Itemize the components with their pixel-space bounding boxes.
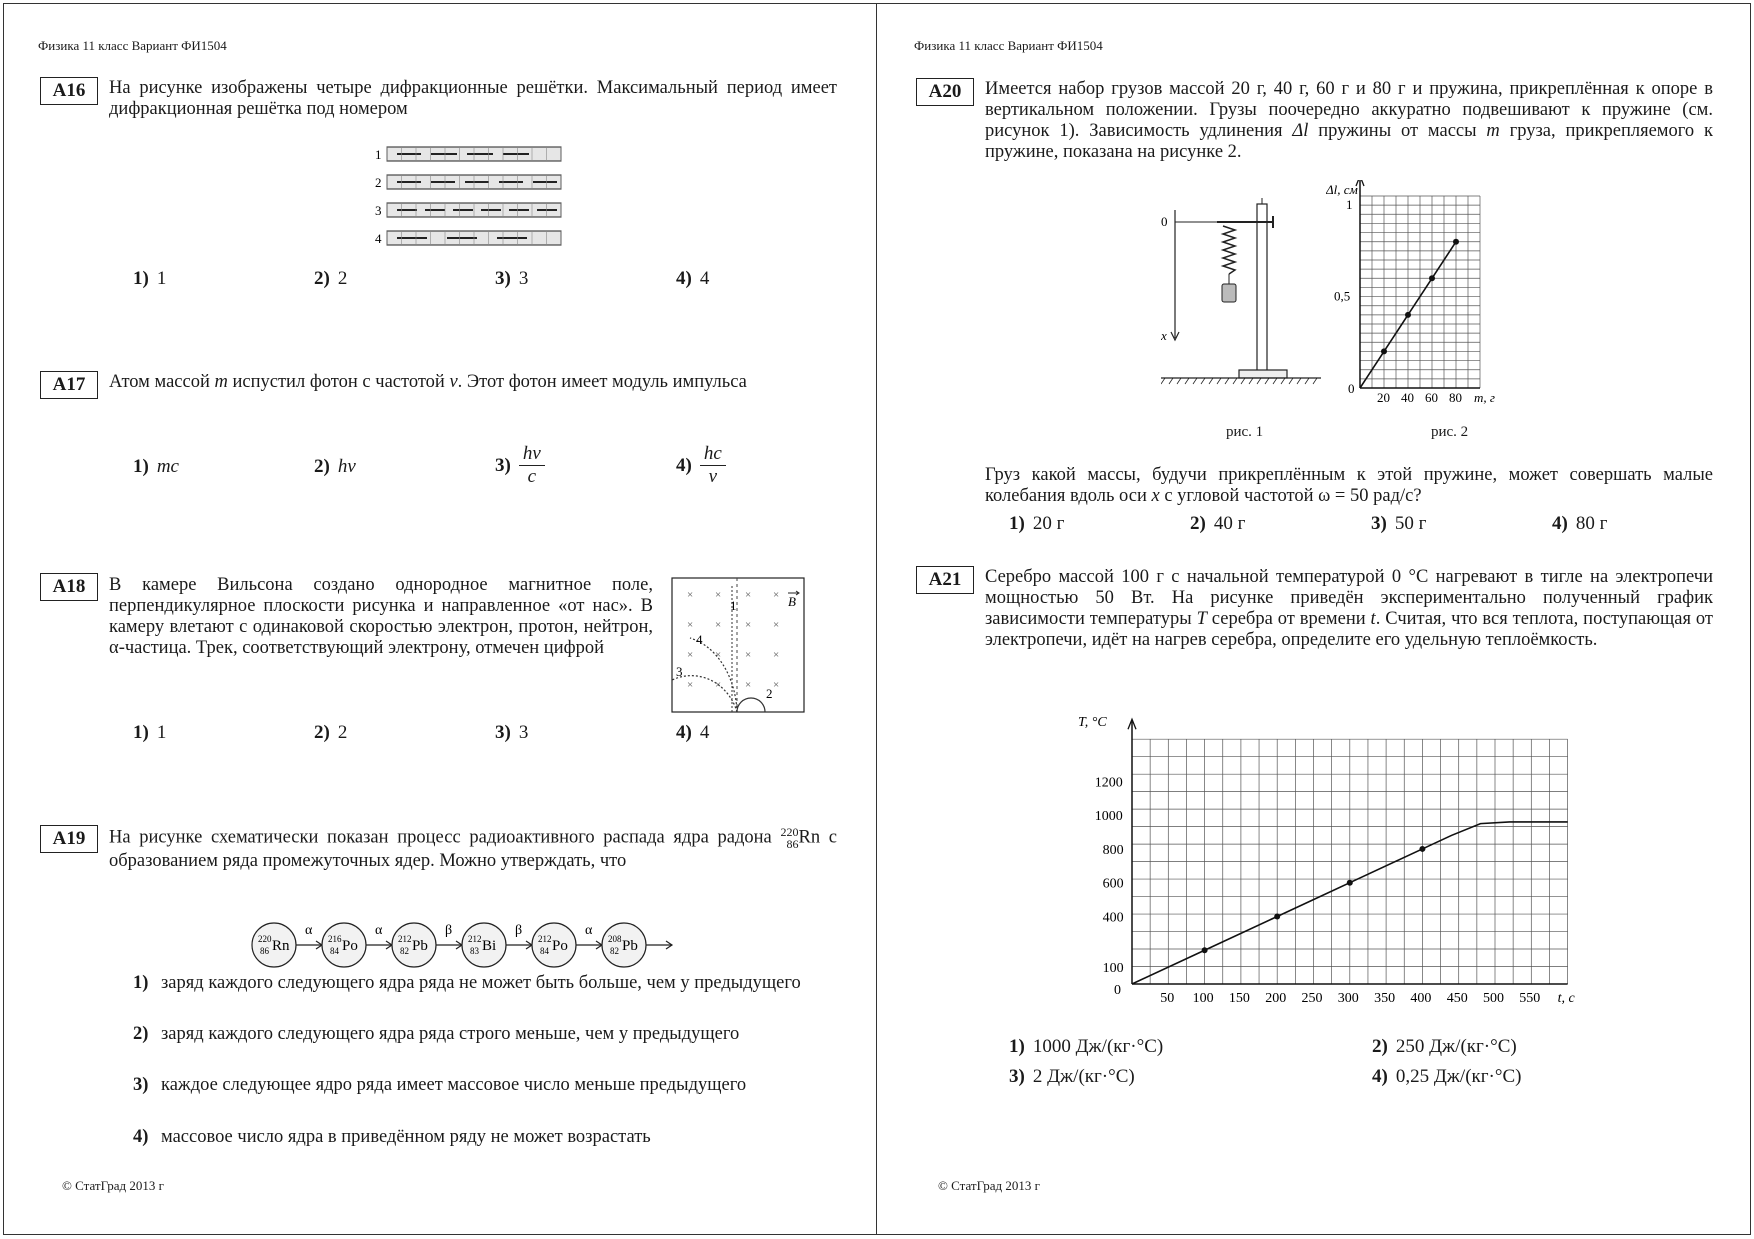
page-header: Физика 11 класс Вариант ФИ1504 <box>914 38 1103 53</box>
field-vector-label: B <box>788 594 796 609</box>
nucleus-rn-220 <box>252 923 296 967</box>
x-tick-label: 20 <box>1377 390 1390 405</box>
charge-number: 84 <box>330 946 339 956</box>
mass-number: 220 <box>258 934 272 944</box>
track-label-1: 1 <box>730 598 737 613</box>
track-label-3: 3 <box>676 664 683 679</box>
mass-number: 212 <box>538 934 552 944</box>
svg-text:×: × <box>745 619 752 631</box>
track-label-4: 4 <box>696 632 703 647</box>
data-point <box>1453 239 1459 245</box>
x-tick-label: 300 <box>1337 991 1359 1006</box>
y-axis-label: Δl, см <box>1326 182 1358 197</box>
answer-a16-4[interactable]: 4) 4 <box>676 268 710 289</box>
data-point <box>1405 312 1411 318</box>
element-symbol: Po <box>342 938 358 954</box>
x-tick-label: 50 <box>1160 991 1175 1006</box>
svg-text:×: × <box>715 649 722 661</box>
charge-number: 83 <box>470 946 479 956</box>
svg-text:×: × <box>773 679 780 691</box>
answer-a19-1[interactable]: 1) заряд каждого следующего ядра ряда не может быть больше, чем у предыдущего <box>133 973 801 993</box>
element-symbol: Pb <box>412 938 428 954</box>
data-point <box>1429 275 1435 281</box>
temperature-chart <box>1076 704 1596 1014</box>
figure-caption-1: рис. 1 <box>1226 424 1264 440</box>
element-symbol: Po <box>552 938 568 954</box>
charge-number: 82 <box>610 946 619 956</box>
x-tick-label: 80 <box>1449 390 1462 405</box>
svg-text:×: × <box>687 679 694 691</box>
x-tick-label: 400 <box>1410 991 1432 1006</box>
y-tick-label: 600 <box>1102 876 1124 892</box>
answer-a20-3[interactable]: 3) 50 г <box>1371 513 1427 534</box>
nucleus-po-212 <box>532 923 576 967</box>
right-page <box>876 0 1754 1239</box>
svg-text:×: × <box>687 619 694 631</box>
x-tick-label: 550 <box>1519 991 1541 1006</box>
answer-a20-4[interactable]: 4) 80 г <box>1552 513 1608 534</box>
charge-number: 82 <box>400 946 409 956</box>
mass-number: 212 <box>468 934 482 944</box>
svg-text:×: × <box>715 619 722 631</box>
axis-x-label: x <box>1161 328 1167 343</box>
x-tick-label: 150 <box>1228 991 1250 1006</box>
answer-a17-2[interactable]: 2) hν <box>314 456 356 477</box>
answer-a18-4[interactable]: 4) 4 <box>676 722 710 743</box>
element-symbol: Bi <box>482 938 497 954</box>
question-text-a19: На рисунке схематически показан процесс радиоактивного распада ядра радона 220 86 Rn с образованием ряда промежуточных ядер. Можно утверждать, что <box>109 825 838 871</box>
y-tick-label: 0,5 <box>1334 288 1351 304</box>
decay-chain-figure <box>248 918 708 972</box>
x-axis-label: t, с <box>1557 991 1575 1006</box>
x-tick-label: 500 <box>1483 991 1504 1006</box>
svg-text:×: × <box>745 679 752 691</box>
diffraction-gratings-figure <box>375 142 575 262</box>
question-text-a21: Серебро массой 100 г с начальной температурой 0 °С нагревают в тигле на электропечи мощностью 50 Вт. На рисунке приведён экспериментально полученный график зависимости температуры T серебра от времени t. Считая, что вся теплота, поступающая от электропечи, идёт на нагрев серебра, определите его удельную теплоёмкость. <box>985 567 1713 650</box>
cloud-chamber-figure <box>670 576 806 714</box>
svg-text:×: × <box>773 649 780 661</box>
svg-text:×: × <box>687 589 694 601</box>
question-label-a17: A17 <box>40 371 98 399</box>
decay-type: β <box>515 923 523 938</box>
y-tick-label: 100 <box>1102 961 1124 977</box>
answer-a18-3[interactable]: 3) 3 <box>495 722 529 743</box>
question-label-a16: A16 <box>40 77 98 105</box>
mass-number: 208 <box>608 934 622 944</box>
answer-a21-3[interactable]: 3) 2 Дж/(кг·°С) <box>1009 1066 1135 1087</box>
grating-label-2: 2 <box>375 175 382 190</box>
y-tick-label: 1000 <box>1094 809 1123 825</box>
data-point <box>1202 947 1208 953</box>
svg-text:×: × <box>773 619 780 631</box>
answer-a17-1[interactable]: 1) mc <box>133 456 179 477</box>
question-label-a20: A20 <box>916 78 974 106</box>
svg-text:×: × <box>745 589 752 601</box>
answer-a16-1[interactable]: 1) 1 <box>133 268 167 289</box>
element-symbol: Pb <box>622 938 638 954</box>
answer-a19-3[interactable]: 3) каждое следующее ядро ряда имеет массовое число меньше предыдущего <box>133 1075 747 1095</box>
answer-a17-4[interactable]: 4) $\frac{hc}{\nu}$ <box>676 443 726 488</box>
figure-caption-2: рис. 2 <box>1431 424 1469 440</box>
x-tick-label: 250 <box>1301 991 1323 1006</box>
origin-label: 0 <box>1114 983 1121 998</box>
answer-a20-2[interactable]: 2) 40 г <box>1190 513 1246 534</box>
x-tick-label: 350 <box>1374 991 1396 1006</box>
question-text-a20: Имеется набор грузов массой 20 г, 40 г, 60 г и 80 г и пружина, прикреплённая к опоре в вертикальном положении. Грузы поочередно аккуратно подвешивают к пружине (см. рисунок 1). Зависимость удлинения Δl пружины от массы m груза, прикрепляемого к пружине, показана на рисунке 2. <box>985 79 1713 162</box>
page-header: Физика 11 класс Вариант ФИ1504 <box>38 38 227 53</box>
question-label-a21: A21 <box>916 566 974 594</box>
answer-a19-2[interactable]: 2) заряд каждого следующего ядра ряда строго меньше, чем у предыдущего <box>133 1024 740 1044</box>
question-text-a16: На рисунке изображены четыре дифракционные решётки. Максимальный период имеет дифракционная решётка под номером <box>109 78 837 119</box>
element-symbol: Rn <box>272 938 290 954</box>
nucleus-pb-208 <box>602 923 646 967</box>
y-tick-label: 400 <box>1102 910 1124 926</box>
x-tick-label: 200 <box>1265 991 1287 1006</box>
mass-number: 212 <box>398 934 412 944</box>
nucleus-po-216 <box>322 923 366 967</box>
svg-text:×: × <box>715 679 722 691</box>
page-footer: © СтатГрад 2013 г <box>938 1178 1040 1193</box>
y-tick-label: 1200 <box>1094 775 1123 791</box>
question-a20-prompt: Груз какой массы, будучи прикреплённым к этой пружине, может совершать малые колебания вдоль оси x с угловой частотой ω = 50 рад/с? <box>985 465 1713 506</box>
left-page <box>0 0 876 1239</box>
spring-stand-figure <box>1161 198 1321 394</box>
answer-a18-2[interactable]: 2) 2 <box>314 722 348 743</box>
grid <box>1132 739 1568 984</box>
svg-text:×: × <box>687 649 694 661</box>
nucleus-pb-212 <box>392 923 436 967</box>
svg-text:×: × <box>773 589 780 601</box>
svg-text:×: × <box>745 649 752 661</box>
question-text-a17: Атом массой m испустил фотон с частотой ν. Этот фотон имеет модуль импульса <box>109 372 747 392</box>
charge-number: 86 <box>260 946 269 956</box>
y-tick-label: 800 <box>1102 842 1124 858</box>
answer-a21-1[interactable]: 1) 1000 Дж/(кг·°С) <box>1009 1036 1164 1057</box>
data-point <box>1274 913 1280 919</box>
track-label-2: 2 <box>766 686 773 701</box>
data-point <box>1381 348 1387 354</box>
decay-type: β <box>445 923 453 938</box>
grating-label-4: 4 <box>375 231 382 246</box>
question-label-a19: A19 <box>40 825 98 853</box>
x-tick-label: 100 <box>1192 991 1214 1006</box>
axis-zero-label: 0 <box>1161 214 1168 229</box>
grating-label-3: 3 <box>375 203 382 218</box>
x-tick-label: 60 <box>1425 390 1438 405</box>
elongation-chart <box>1326 180 1516 412</box>
origin-label: 0 <box>1348 381 1355 396</box>
y-tick-label: 1 <box>1346 197 1353 213</box>
answer-a19-4[interactable]: 4) массовое число ядра в приведённом ряду не может возрастать <box>133 1127 651 1147</box>
x-tick-label: 40 <box>1401 390 1414 405</box>
question-text-a18: В камере Вильсона создано однородное магнитное поле, перпендикулярное плоскости рисунка и направленное «от нас». В камеру влетают с одинаковой скоростью электрон, протон, нейтрон, α-частица. Трек, соответствующий электрону, отмечен цифрой <box>109 575 653 658</box>
nucleus-bi-212 <box>462 923 506 967</box>
x-axis-label: m, г <box>1474 390 1495 405</box>
x-tick-label: 450 <box>1446 991 1468 1006</box>
data-point <box>1347 880 1353 886</box>
answer-a16-3[interactable]: 3) 3 <box>495 268 529 289</box>
answer-a17-3[interactable]: 3) $\frac{h\nu}{c}$ <box>495 443 545 488</box>
data-point <box>1419 846 1425 852</box>
svg-text:×: × <box>715 589 722 601</box>
grating-label-1: 1 <box>375 147 382 162</box>
answer-a18-1[interactable]: 1) 1 <box>133 722 167 743</box>
mass-number: 216 <box>328 934 342 944</box>
answer-a20-1[interactable]: 1) 20 г <box>1009 513 1065 534</box>
question-label-a18: A18 <box>40 573 98 601</box>
page-footer: © СтатГрад 2013 г <box>62 1178 164 1193</box>
decay-type: α <box>585 923 593 938</box>
charge-number: 84 <box>540 946 549 956</box>
answer-a16-2[interactable]: 2) 2 <box>314 268 348 289</box>
answer-a21-4[interactable]: 4) 0,25 Дж/(кг·°С) <box>1372 1066 1522 1087</box>
decay-type: α <box>305 923 313 938</box>
decay-type: α <box>375 923 383 938</box>
answer-a21-2[interactable]: 2) 250 Дж/(кг·°С) <box>1372 1036 1517 1057</box>
y-axis-label: T, °С <box>1078 715 1107 730</box>
